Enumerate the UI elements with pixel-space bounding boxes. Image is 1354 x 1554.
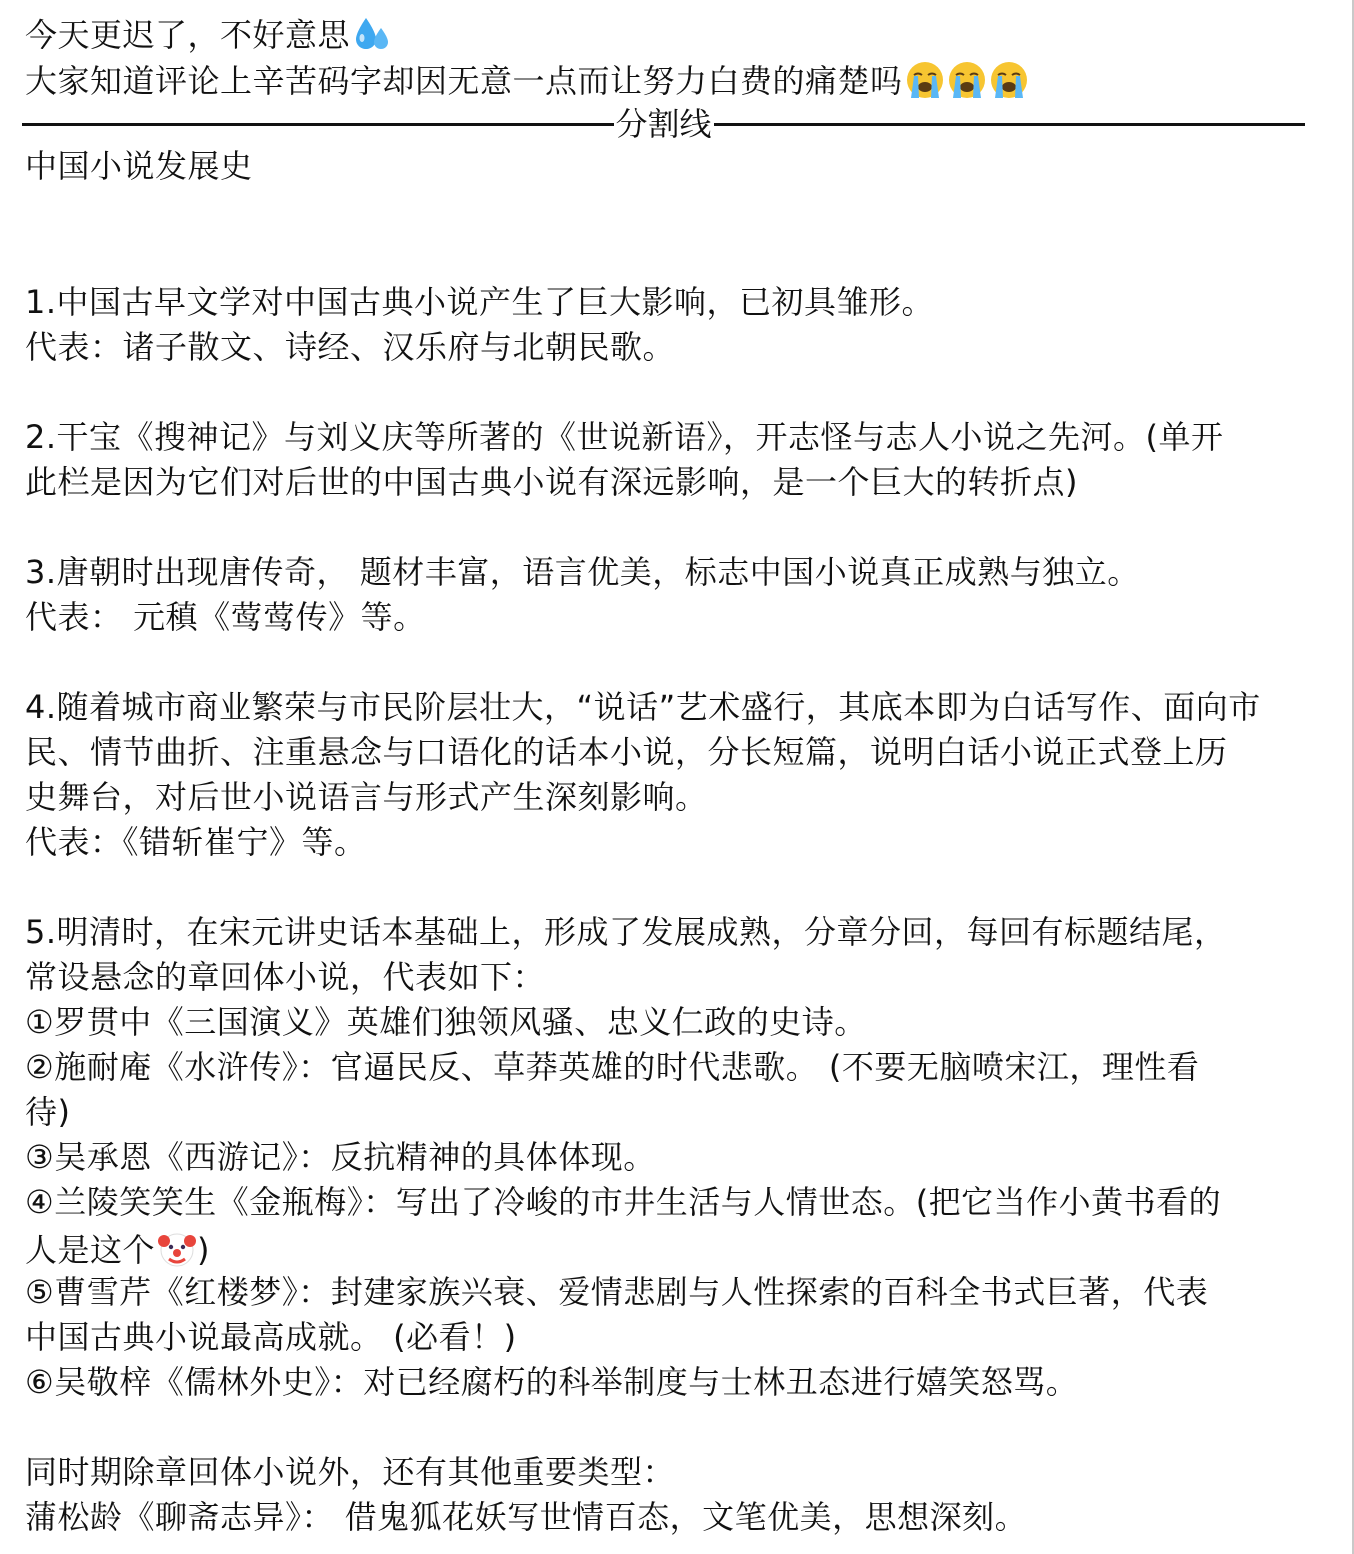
body-line: 蒲松龄《聊斋志异》： 借鬼狐花妖写世情百态，文笔优美，思想深刻。 — [25, 1498, 1028, 1536]
body-line: 中国古典小说最高成就。 (必看！) — [25, 1318, 517, 1356]
body-line: ②施耐庵《水浒传》：官逼民反、草莽英雄的时代悲歌。 (不要无脑喷宋江，理性看 — [25, 1048, 1200, 1086]
body-line: ④兰陵笑笑生《金瓶梅》：写出了冷峻的市井生活与人情世态。(把它当作小黄书看的 — [25, 1183, 1222, 1221]
sweat-droplets-icon — [352, 14, 392, 54]
divider-rule-right — [714, 123, 1306, 126]
body-line: 常设悬念的章回体小说，代表如下： — [25, 958, 546, 996]
body-line: ⑤曹雪芹《红楼梦》：封建家族兴衰、爱情悲剧与人性探索的百科全书式巨著，代表 — [25, 1273, 1209, 1311]
loudly-crying-face-icon — [905, 60, 945, 100]
body-line: 2.干宝《搜神记》与刘义庆等所著的《世说新语》，开志怪与志人小说之先河。(单开 — [25, 418, 1224, 456]
body-line: 代表：《错斩崔宁》等。 — [25, 823, 367, 861]
body-line: 同时期除章回体小说外，还有其他重要类型： — [25, 1453, 676, 1491]
body-line: ①罗贯中《三国演义》英雄们独领风骚、忠义仁政的史诗。 — [25, 1003, 867, 1041]
header-apology-text: 今天更迟了，不好意思 — [25, 16, 351, 54]
divider-label: 分割线 — [615, 105, 712, 143]
header-apology-line — [25, 14, 392, 54]
body-line: 民、情节曲折、注重悬念与口语化的话本小说，分长短篇，说明白话小说正式登上历 — [25, 733, 1228, 771]
body-line: 史舞台，对后世小说语言与形式产生深刻影响。 — [25, 778, 708, 816]
loudly-crying-face-icon — [989, 60, 1029, 100]
clown-face-icon — [157, 1229, 197, 1269]
body-line: 代表： 元稹《莺莺传》等。 — [25, 598, 426, 636]
section-divider — [22, 104, 1305, 144]
body-line: 此栏是因为它们对后世的中国古典小说有深远影响，是一个巨大的转折点) — [25, 463, 1078, 501]
closing-paren: ) — [197, 1231, 210, 1269]
header-complaint-text: 大家知道评论上辛苦码字却因无意一点而让努力白费的痛楚吗 — [25, 62, 903, 100]
body-line: 5.明清时，在宋元讲史话本基础上，形成了发展成熟，分章分回，每回有标题结尾， — [25, 913, 1227, 951]
body-line: 1.中国古早文学对中国古典小说产生了巨大影响，已初具雏形。 — [25, 283, 935, 321]
body-line-text: 人是这个 — [25, 1231, 156, 1269]
body-line: ⑥吴敬梓《儒林外史》：对已经腐朽的科举制度与士林丑态进行嬉笑怒骂。 — [25, 1363, 1079, 1401]
loudly-crying-face-icon — [947, 60, 987, 100]
divider-rule-left — [22, 123, 614, 126]
body-line: 3.唐朝时出现唐传奇， 题材丰富，语言优美，标志中国小说真正成熟与独立。 — [25, 553, 1140, 591]
body-line: 代表：诸子散文、诗经、汉乐府与北朝民歌。 — [25, 328, 676, 366]
body-line: 待) — [25, 1093, 71, 1131]
body-line: ③吴承恩《西游记》：反抗精神的具体体现。 — [25, 1138, 656, 1176]
body-line: 4.随着城市商业繁荣与市民阶层壮大，“说话”艺术盛行，其底本即为白话写作、面向市 — [25, 688, 1261, 726]
document-title: 中国小说发展史 — [25, 147, 253, 185]
body-line-with-emoji — [25, 1229, 210, 1269]
header-complaint-line — [25, 60, 1029, 100]
